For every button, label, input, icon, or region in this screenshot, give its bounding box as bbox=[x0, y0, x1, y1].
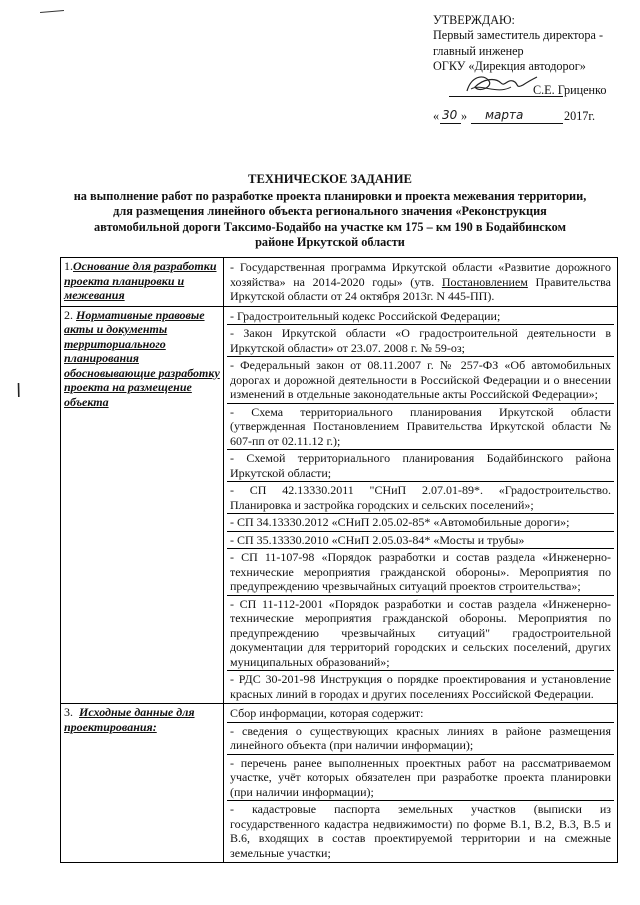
table-row bbox=[61, 306, 618, 704]
content-paragraph: - РДС 30-201-98 Инструкция о порядке проектирования и установление красных линий в городах и других поселениях Российской Федерации. bbox=[230, 672, 611, 701]
table-row bbox=[61, 258, 618, 307]
approver-position-line1: Первый заместитель директора - bbox=[433, 28, 604, 43]
title-line-1: на выполнение работ по разработке проекта планировки и проекта межевания территории, bbox=[73, 188, 587, 203]
document-title bbox=[60, 172, 600, 251]
content-text: - Государственная программа Иркутской области «Развитие дорожного хозяйства» на 2014-2020 годы» (утв. bbox=[230, 260, 611, 289]
content-paragraph: - Градостроительный кодекс Российской Федерации; bbox=[227, 308, 614, 326]
resolution-link[interactable]: Постановлением bbox=[441, 274, 528, 289]
content-paragraph: - СП 11-112-2001 «Порядок разработки и состав раздела «Инженерно-технические мероприятия гражданской обороны. Мероприятия по предупреждению чрезвычайных ситуаций" градостроительной документации для территорий городских и сельских поселений, других муниципальных образований»; bbox=[227, 596, 614, 672]
content-paragraph: - СП 42.13330.2011 "СНиП 2.07.01-89*. «Градостроительство. Планировка и застройка городских и сельских поселений»; bbox=[227, 482, 614, 514]
content-paragraph bbox=[227, 259, 614, 305]
title-heading: ТЕХНИЧЕСКОЕ ЗАДАНИЕ bbox=[248, 172, 412, 186]
content-paragraph: Сбор информации, которая содержит: bbox=[227, 705, 614, 723]
day-underline bbox=[440, 123, 461, 124]
row-content bbox=[224, 258, 618, 307]
row-title: Нормативные правовые акты и документы территориального планирования обосновывающие разработку проекта на размещение объекта bbox=[64, 307, 220, 409]
date-day: 30 bbox=[442, 107, 458, 122]
content-paragraph: - Схемой территориального планирования Бодайбинского района Иркутской области; bbox=[227, 450, 614, 482]
margin-pen-mark bbox=[17, 383, 20, 397]
handwritten-signature bbox=[461, 69, 541, 99]
row-content bbox=[224, 704, 618, 863]
title-line-4: районе Иркутской области bbox=[255, 235, 405, 250]
approval-block bbox=[433, 13, 633, 127]
approve-heading: УТВЕРЖДАЮ: bbox=[433, 13, 515, 27]
signer-name: С.Е. Гриценко bbox=[533, 82, 607, 97]
row-number: 1. bbox=[64, 259, 73, 273]
row-label bbox=[61, 306, 224, 704]
margin-pen-stroke bbox=[40, 10, 64, 13]
month-underline bbox=[471, 123, 563, 124]
content-paragraph: - СП 35.13330.2010 «СНиП 2.05.03-84* «Мосты и трубы» bbox=[227, 532, 614, 550]
date-month: марта bbox=[485, 107, 524, 122]
content-paragraph: - Федеральный закон от 08.11.2007 г. № 257-ФЗ «Об автомобильных дорогах и дорожной деятельности в Российской Федерации и о внесении изменений в отдельные законодательные акты Российской Федерации»; bbox=[227, 357, 614, 404]
content-paragraph: - Схема территориального планирования Иркутской области (утвержденная Постановлением Правительства Иркутской области № 607-пп от 02.11.12 г.); bbox=[227, 404, 614, 451]
date-quote-open: « bbox=[433, 108, 440, 123]
row-number: 2. bbox=[64, 307, 73, 322]
row-title: Исходные данные для проектирования: bbox=[64, 705, 195, 734]
content-paragraph: - кадастровые паспорта земельных участков (выписки из государственного кадастра недвижимости) по форме В.1, В.2, В.3, В.5 и В.6, входящих в состав проектируемой территории и на смежные земельные участки; bbox=[230, 802, 611, 860]
title-line-2: для размещения линейного объекта регионального значения «Реконструкция bbox=[113, 204, 547, 219]
content-text: Правительства Иркутской области от 24 октября 2013г. N 445-ПП). bbox=[230, 274, 611, 303]
content-paragraph: - Закон Иркутской области «О градостроительной деятельности в Иркутской области» от 23.07. 2008 г. № 59-оз; bbox=[227, 325, 614, 357]
row-number: 3. bbox=[64, 705, 73, 719]
row-content bbox=[224, 306, 618, 704]
row-title: Основание для разработки проекта планировки и межевания bbox=[64, 259, 217, 302]
approver-organization: ОГКУ «Дирекция автодорог» bbox=[433, 59, 586, 74]
date-quote-close: » bbox=[461, 108, 468, 123]
content-paragraph: - СП 11-107-98 «Порядок разработки и состав раздела «Инженерно-технические мероприятия гражданской обороны». Мероприятия по предупреждению чрезвычайных ситуаций проектов строительства»; bbox=[227, 549, 614, 596]
content-paragraph: - сведения о существующих красных линиях в районе размещения линейного объекта (при наличии информации); bbox=[227, 723, 614, 755]
row-label bbox=[61, 704, 224, 863]
approval-date bbox=[433, 107, 633, 127]
date-year: 2017г. bbox=[564, 108, 596, 123]
specification-table bbox=[60, 257, 618, 863]
approver-position-line2: главный инженер bbox=[433, 43, 524, 58]
signature-line bbox=[433, 81, 633, 102]
title-line-3: автомобильной дороги Таксимо-Бодайбо на участке км 175 – км 190 в Бодайбинском bbox=[94, 219, 566, 234]
content-paragraph: - СП 34.13330.2012 «СНиП 2.05.02-85* «Автомобильные дороги»; bbox=[227, 514, 614, 532]
content-paragraph: - перечень ранее выполненных проектных работ на рассматриваемом участке, учёт которых обязателен при разработке проекта планировки (при наличии информации); bbox=[227, 755, 614, 802]
row-label bbox=[61, 258, 224, 307]
table-row bbox=[61, 704, 618, 863]
